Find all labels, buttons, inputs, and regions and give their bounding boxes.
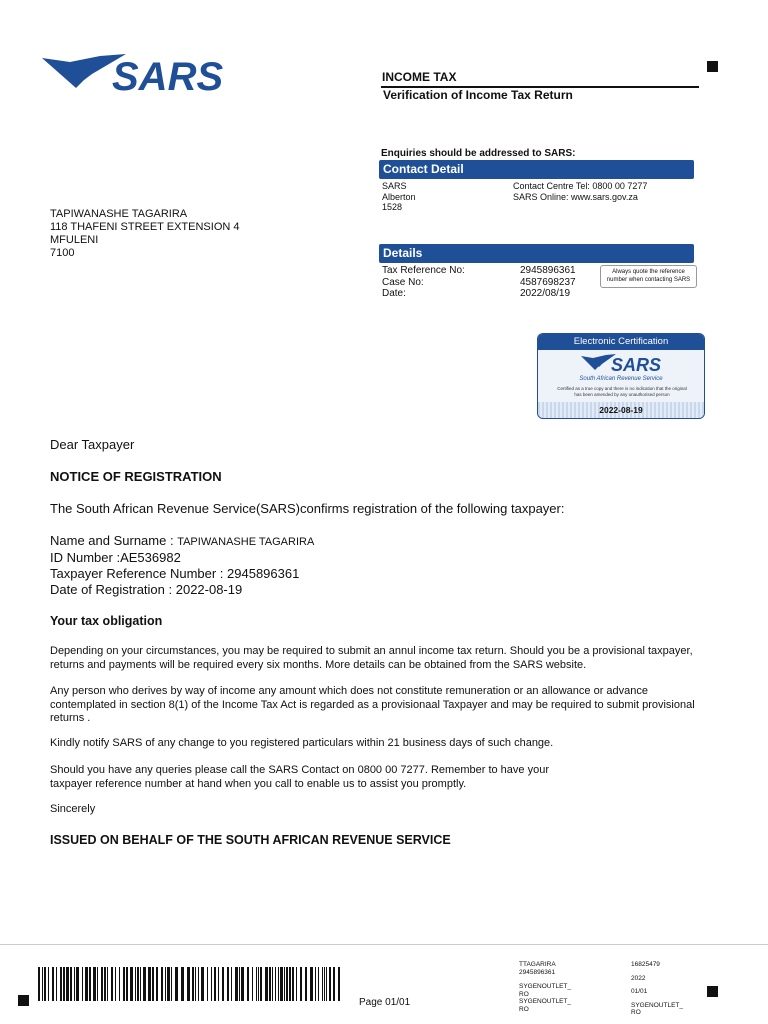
barcode-bar	[231, 967, 232, 1001]
paragraph-2	[50, 685, 695, 726]
barcode-bar	[123, 967, 125, 1001]
barcode-bar	[107, 967, 108, 1001]
barcode-bar	[239, 967, 240, 1001]
paragraph-3: Kindly notify SARS of any change to you registered particulars within 21 business days of such change.	[50, 737, 554, 749]
barcode-bar	[201, 967, 204, 1001]
paragraph-1	[50, 645, 693, 672]
taxpayer-reference-line: Taxpayer Reference Number : 2945896361	[50, 566, 300, 581]
certification-heading: Electronic Certification	[538, 334, 704, 350]
certification-date: 2022-08-19	[538, 402, 704, 419]
id-number-line: ID Number :AE536982	[50, 550, 181, 565]
barcode-bar	[333, 967, 335, 1001]
barcode-bar	[148, 967, 151, 1001]
detail-label: Tax Reference No:	[382, 265, 465, 276]
barcode-bar	[222, 967, 224, 1001]
barcode-bar	[265, 967, 268, 1001]
barcode-bar	[329, 967, 331, 1001]
barcode-bar	[310, 967, 313, 1001]
barcode-bar	[284, 967, 285, 1001]
corner-marker	[707, 986, 718, 997]
barcode-bar	[85, 967, 88, 1001]
date-value: 2022/08/19	[520, 288, 571, 300]
corner-marker	[707, 61, 718, 72]
footer-text: RO	[519, 1005, 529, 1013]
barcode-bar	[338, 967, 340, 1001]
barcode-bar	[171, 967, 172, 1001]
barcode-bar	[235, 967, 238, 1001]
barcode-bar	[269, 967, 271, 1001]
barcode-bar	[165, 967, 166, 1001]
barcode-bar	[135, 967, 136, 1001]
barcode-bar	[156, 967, 158, 1001]
certification-text	[544, 386, 700, 397]
paragraph-line: returns and payments will be required every six months. More details can be obtained from the SARS website.	[50, 658, 587, 671]
barcode-bar	[167, 967, 170, 1001]
barcode-bar	[218, 967, 219, 1001]
details-values	[520, 265, 576, 300]
barcode-bar	[326, 967, 327, 1001]
barcode-bar	[195, 967, 196, 1001]
barcode-bar	[44, 967, 46, 1001]
barcode-bar	[272, 967, 273, 1001]
barcode-bar	[111, 967, 113, 1001]
paragraph-line: returns .	[50, 712, 91, 724]
barcode-bar	[82, 967, 83, 1001]
quote-reference-note	[600, 265, 697, 288]
barcode-bar	[143, 967, 146, 1001]
barcode-bar	[192, 967, 194, 1001]
barcode-bar	[130, 967, 133, 1001]
barcode-bar	[305, 967, 307, 1001]
footer-text: SYGENOUTLET_	[631, 1001, 684, 1009]
footer-col-2	[631, 961, 683, 1017]
paragraph-4	[50, 764, 549, 791]
certification-logo-text: SARS	[611, 355, 662, 373]
barcode-bar	[280, 967, 283, 1001]
barcode-bar	[97, 967, 98, 1001]
barcode-bar	[66, 967, 69, 1001]
intro-text: The South African Revenue Service(SARS)confirms registration of the following taxpayer:	[50, 501, 565, 516]
enquiries-note: Enquiries should be addressed to SARS:	[381, 148, 576, 159]
barcode-bar	[324, 967, 325, 1001]
barcode-bar	[126, 967, 128, 1001]
contact-centre-tel: Contact Centre Tel: 0800 00 7277	[513, 181, 648, 191]
barcode-bar	[278, 967, 279, 1001]
tax-reference-value: 2945896361	[520, 265, 576, 276]
contact-detail-heading: Contact Detail	[379, 160, 694, 179]
barcode-bar	[296, 967, 297, 1001]
barcode-bar	[286, 967, 288, 1001]
greeting: Dear Taxpayer	[50, 437, 135, 452]
contact-line: 1528	[382, 202, 403, 212]
barcode-bar	[115, 967, 116, 1001]
details-heading: Details	[379, 244, 694, 263]
paragraph-line: taxpayer reference number at hand when you call to enable us to assist you promptly.	[50, 777, 467, 790]
barcode-bar	[56, 967, 57, 1001]
barcode-bar	[63, 967, 65, 1001]
address-line: MFULENI	[50, 234, 99, 246]
paragraph-line: Any person who derives by way of income any amount which does not constitute remuneration or an allowance or advance	[50, 685, 649, 697]
footer-text: SYGENOUTLET_	[519, 998, 572, 1005]
barcode-bar	[198, 967, 199, 1001]
barcode-bar	[322, 967, 323, 1001]
barcode-bar	[207, 967, 208, 1001]
barcode-bar	[52, 967, 54, 1001]
barcode-bar	[300, 967, 302, 1001]
barcode-bar	[48, 967, 49, 1001]
barcode-bar	[140, 967, 141, 1001]
name-label: Name and Surname :	[50, 533, 178, 548]
case-number-value: 4587698237	[520, 276, 576, 288]
contact-line: Alberton	[382, 191, 416, 202]
paragraph-line: Should you have any queries please call the SARS Contact on 0800 00 7277. Remember to have your	[50, 764, 549, 776]
footer-text: 01/01	[631, 988, 648, 995]
footer-text: TTAGARIRA	[519, 961, 556, 968]
footer-text: 16825479	[631, 961, 660, 968]
corner-marker	[18, 995, 29, 1006]
barcode-bar	[241, 967, 244, 1001]
document-title: INCOME TAX	[382, 70, 457, 84]
barcode-bar	[74, 967, 75, 1001]
barcode-bar	[101, 967, 103, 1001]
barcode-bar	[289, 967, 291, 1001]
paragraph-line: Depending on your circumstances, you may be required to submit an annul income tax return. Should you be a provisional taxpayer,	[50, 645, 693, 657]
details-labels	[382, 265, 465, 300]
barcode-bar	[275, 967, 276, 1001]
barcode-bar	[315, 967, 316, 1001]
certification-text-line: Certified as a true copy and there is no indication that the original	[557, 386, 687, 391]
barcode-bar	[211, 967, 212, 1001]
quote-note-line: number when contacting SARS	[606, 276, 691, 283]
address-line: 118 THAFENI STREET EXTENSION 4	[50, 221, 240, 233]
barcode-bar	[187, 967, 190, 1001]
barcode-bar	[161, 967, 163, 1001]
barcode-bar	[38, 967, 40, 1001]
paragraph-line: contemplated in section 8(1) of the Income Tax Act is regarded as a provisionaal Taxpayer and may be required to submit provisional	[50, 698, 695, 711]
barcode-bar	[76, 967, 79, 1001]
barcode-bar	[256, 967, 257, 1001]
footer-divider	[0, 944, 768, 945]
barcode-bar	[258, 967, 259, 1001]
barcode-bar	[104, 967, 106, 1001]
contact-channels	[513, 181, 647, 202]
footer-text: RO	[519, 990, 529, 998]
barcode-bar	[181, 967, 184, 1001]
notice-heading: NOTICE OF REGISTRATION	[50, 469, 222, 484]
sars-online: SARS Online: www.sars.gov.za	[513, 191, 638, 202]
issued-on-behalf: ISSUED ON BEHALF OF THE SOUTH AFRICAN REVENUE SERVICE	[50, 833, 451, 847]
footer-text: SYGENOUTLET_	[519, 983, 572, 990]
contact-line: SARS	[382, 181, 407, 191]
electronic-certification-stamp	[537, 333, 705, 419]
barcode-bar	[70, 967, 72, 1001]
address-line: TAPIWANASHE TAGARIRA	[50, 208, 188, 220]
taxpayer-particulars	[50, 533, 314, 598]
barcode-bar	[214, 967, 216, 1001]
document-subtitle: Verification of Income Tax Return	[383, 88, 573, 102]
barcode-bar	[247, 967, 249, 1001]
barcode-bar	[227, 967, 229, 1001]
barcode-bar	[252, 967, 253, 1001]
footer-col-1b	[519, 983, 571, 1013]
barcode-bar	[89, 967, 91, 1001]
registration-date-line: Date of Registration : 2022-08-19	[50, 582, 243, 597]
recipient-address	[50, 208, 240, 260]
sign-off: Sincerely	[50, 803, 96, 815]
name-value: TAPIWANASHE TAGARIRA	[177, 536, 315, 548]
barcode-bar	[175, 967, 178, 1001]
detail-label: Case No:	[382, 276, 424, 288]
footer-text: RO	[631, 1009, 641, 1016]
certification-text-line: has been amended by any unauthorised person	[574, 391, 670, 397]
footer-text: 2945896361	[519, 968, 556, 976]
certification-subtitle: South African Revenue Service	[579, 376, 663, 382]
barcode-bar	[152, 967, 154, 1001]
quote-note-line: Always quote the reference	[612, 269, 685, 275]
certification-sars-logo	[580, 353, 666, 373]
barcode-bar	[60, 967, 62, 1001]
footer-text: 2022	[631, 974, 646, 982]
barcode-bar	[260, 967, 262, 1001]
barcode-bar	[292, 967, 294, 1001]
address-line: 7100	[50, 247, 75, 259]
barcode-bar	[42, 967, 43, 1001]
barcode-bar	[119, 967, 120, 1001]
barcode	[38, 967, 342, 1001]
sars-logo	[40, 52, 232, 96]
sars-logo-text: SARS	[112, 55, 224, 96]
barcode-bar	[93, 967, 96, 1001]
name-line	[50, 533, 314, 550]
barcode-bar	[318, 967, 319, 1001]
page-number: Page 01/01	[359, 997, 411, 1008]
contact-address	[382, 181, 416, 213]
obligation-heading: Your tax obligation	[50, 614, 163, 628]
detail-label: Date:	[382, 288, 406, 300]
footer-col-1	[519, 961, 556, 976]
barcode-bar	[137, 967, 139, 1001]
